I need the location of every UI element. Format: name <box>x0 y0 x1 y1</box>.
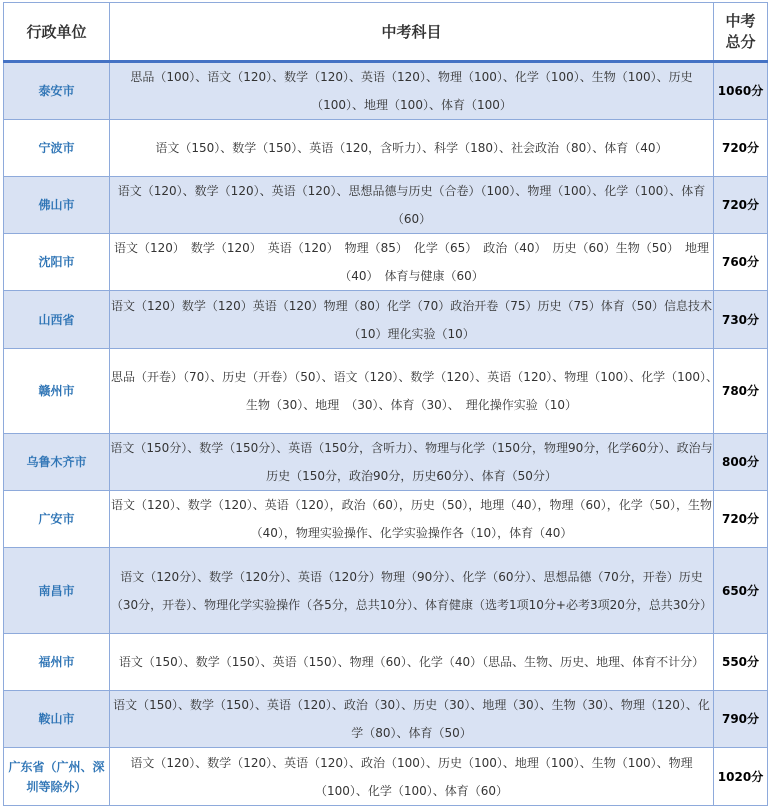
row-unit: 佛山市 <box>4 177 110 234</box>
row-subjects: 语文（120）、数学（120）、英语（120），政治（60），历史（50），地理（40），物理（60），化学（50），生物（40），物理实验操作、化学实验操作各（10），体育（40） <box>110 491 714 548</box>
row-subjects: 思品（100）、语文（120）、数学（120）、英语（120）、物理（100）、化学（100）、生物（100）、历史（100）、地理（100）、体育（100） <box>110 62 714 120</box>
row-unit: 广安市 <box>4 491 110 548</box>
row-unit: 南昌市 <box>4 548 110 634</box>
row-subjects: 思品（开卷）（70）、历史（开卷）（50）、语文（120）、数学（120）、英语（120）、物理（100）、化学（100）、 生物（30）、地理 （30）、体育（30）、 理化操作实验（10） <box>110 349 714 434</box>
exam-scores-table <box>3 2 768 806</box>
row-subjects: 语文（150）、数学（150）、英语（120，含听力）、科学（180）、社会政治（80）、体育（40） <box>110 120 714 177</box>
row-unit: 赣州市 <box>4 349 110 434</box>
row-total: 780分 <box>714 349 768 434</box>
row-total: 720分 <box>714 177 768 234</box>
row-unit: 鞍山市 <box>4 691 110 748</box>
row-total: 730分 <box>714 291 768 349</box>
row-unit: 山西省 <box>4 291 110 349</box>
row-total: 800分 <box>714 434 768 491</box>
table-row <box>4 491 768 548</box>
row-subjects: 语文（120）数学（120）英语（120）物理（80）化学（70）政治开卷（75）历史（75）体育（50）信息技术（10）理化实验（10） <box>110 291 714 349</box>
table-row <box>4 291 768 349</box>
table-row <box>4 120 768 177</box>
row-unit: 泰安市 <box>4 62 110 120</box>
table-row <box>4 691 768 748</box>
row-unit: 福州市 <box>4 634 110 691</box>
row-subjects: 语文（150分）、数学（150分）、英语（150分，含听力）、物理与化学（150分，物理90分，化学60分）、政治与历史（150分，政治90分，历史60分）、体育（50分） <box>110 434 714 491</box>
row-unit: 乌鲁木齐市 <box>4 434 110 491</box>
header-total-line1: 中考 <box>725 11 756 30</box>
row-subjects: 语文（150）、数学（150）、英语（150）、物理（60）、化学（40）（思品、生物、历史、地理、体育不计分） <box>110 634 714 691</box>
table-row <box>4 548 768 634</box>
header-row <box>4 3 768 62</box>
row-total: 1020分 <box>714 748 768 806</box>
row-subjects: 语文（150）、数学（150）、英语（120）、政治（30）、历史（30）、地理（30）、生物（30）、物理（120）、化学（80）、体育（50） <box>110 691 714 748</box>
table-row <box>4 62 768 120</box>
row-total: 790分 <box>714 691 768 748</box>
row-subjects: 语文（120分）、数学（120分）、英语（120分）物理（90分）、化学（60分）、思想品德（70分，开卷）历史（30分，开卷）、物理化学实验操作（各5分，总共10分）、体育健康（选考1项10分+必考3项20分，总共30分） <box>110 548 714 634</box>
row-unit: 沈阳市 <box>4 234 110 291</box>
row-unit: 广东省（广州、深圳等除外） <box>4 748 110 806</box>
row-subjects: 语文（120）、数学（120）、英语（120）、思想品德与历史（合卷）（100）、物理（100）、化学（100）、体育（60） <box>110 177 714 234</box>
row-total: 720分 <box>714 491 768 548</box>
table-row <box>4 434 768 491</box>
table-row <box>4 748 768 806</box>
header-total-line2: 总分 <box>725 32 756 51</box>
header-unit: 行政单位 <box>4 3 110 62</box>
row-total: 650分 <box>714 548 768 634</box>
table-row <box>4 234 768 291</box>
row-total: 720分 <box>714 120 768 177</box>
row-subjects: 语文（120） 数学（120） 英语（120） 物理（85） 化学（65） 政治（40） 历史（60）生物（50） 地理（40） 体育与健康（60） <box>110 234 714 291</box>
header-total <box>714 3 768 62</box>
table-row <box>4 634 768 691</box>
row-subjects: 语文（120）、数学（120）、英语（120）、政治（100）、历史（100）、地理（100）、生物（100）、物理（100）、化学（100）、体育（60） <box>110 748 714 806</box>
row-total: 760分 <box>714 234 768 291</box>
row-total: 550分 <box>714 634 768 691</box>
header-subjects: 中考科目 <box>110 3 714 62</box>
table-row <box>4 349 768 434</box>
row-total: 1060分 <box>714 62 768 120</box>
table-row <box>4 177 768 234</box>
row-unit: 宁波市 <box>4 120 110 177</box>
